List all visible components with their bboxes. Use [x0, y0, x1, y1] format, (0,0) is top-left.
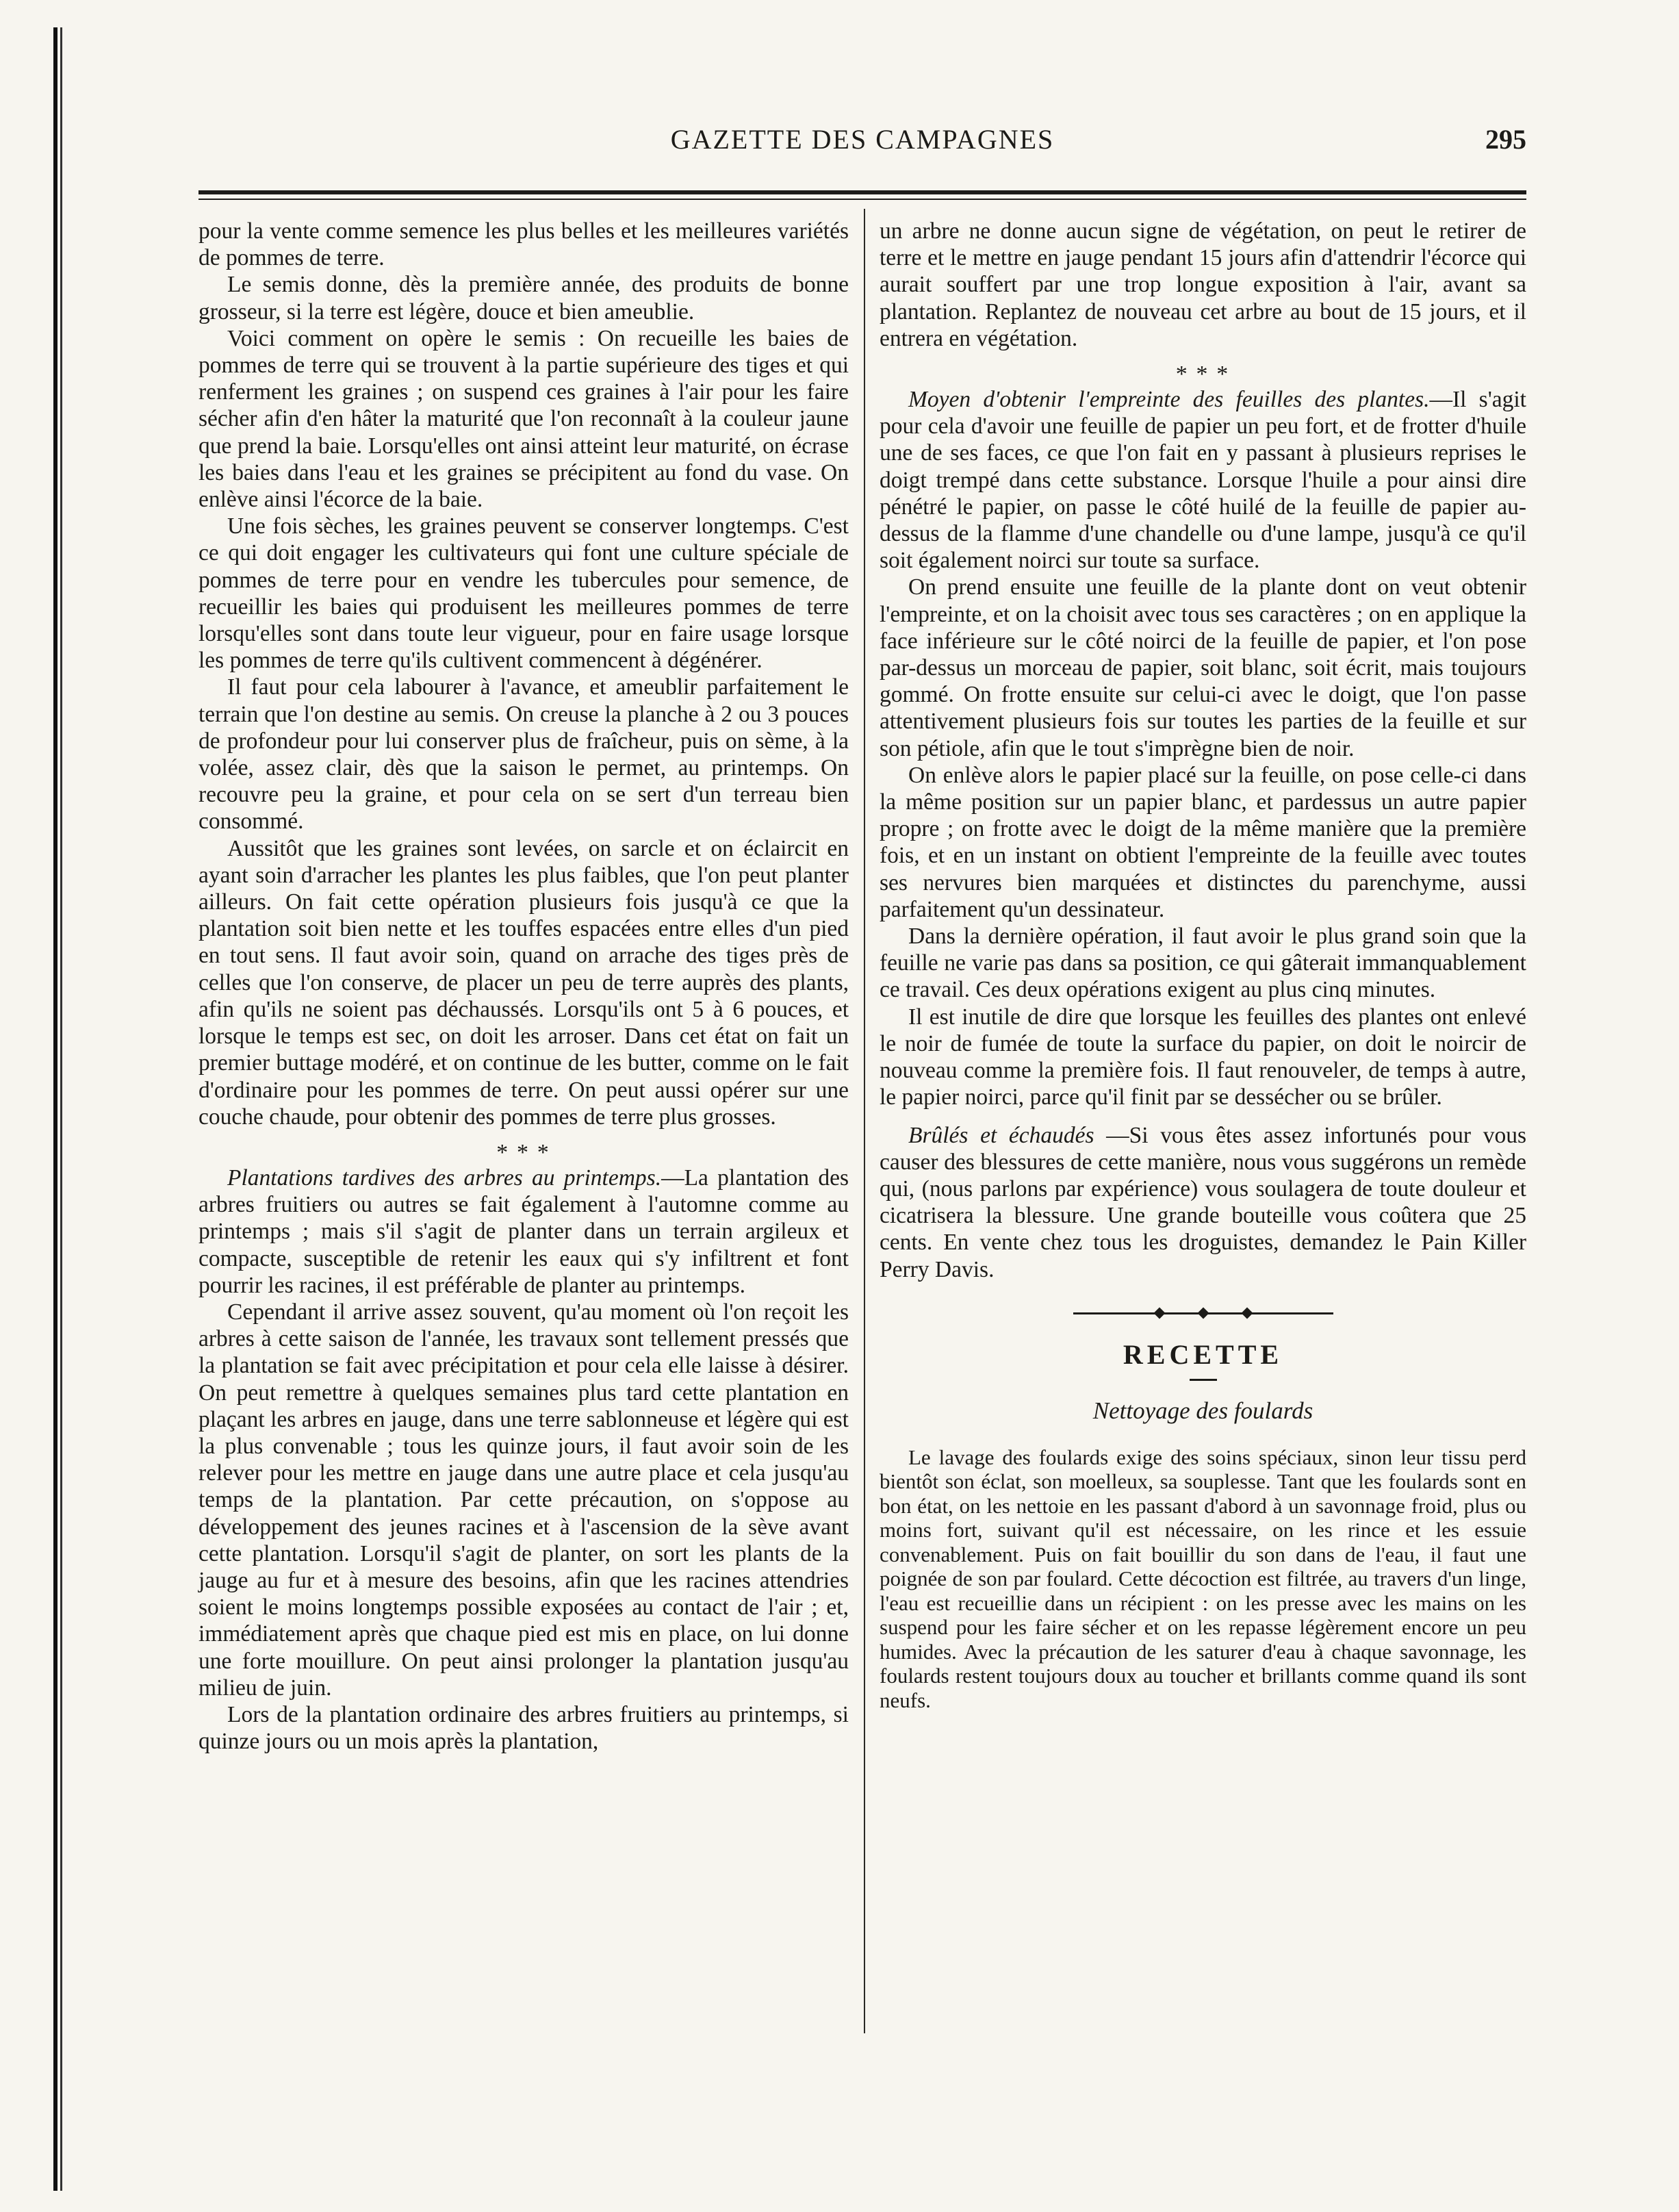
section-body: —Il s'agit pour cela d'avoir une feuille de papier un peu fort, et de frotter d'huile une de ses faces, ce que l'on fait en y passant à plusieurs reprises le doigt trempé dans cette substance. Lorsque l'huile a pour ainsi dire pénétré le papier, on passe le côté huilé de la feuille de papier au-dessus de la flamme d'une chandelle ou d'une lampe, jusqu'à ce qu'il soit également noirci sur toute sa surface.: [880, 387, 1526, 574]
recipe-body: Le lavage des foulards exige des soins spéciaux, sinon leur tissu perd bientôt son éclat, son moelleux, sa souplesse. Tant que les foulards sont en bon état, on les nettoie en les passant d'abord à un savonnage froid, plus ou moins fort, suivant qu'il est nécessaire, on les rince et les essuie convenablement. Puis on fait bouillir du son dans de l'eau, il faut une poignée de son par foulard. Cette décoction est filtrée, au travers d'un linge, l'eau est recueillie dans un récipient : on les presse avec les mains on les suspend pour les faire sécher et on les repasse légèrement encore un peu humides. Avec la précaution de les saturer d'eau à chaque savonnage, les foulards restent toujours doux au toucher et brillants comme quand ils sont neufs.: [880, 1445, 1526, 1712]
paragraph: Lors de la plantation ordinaire des arbres fruitiers au printemps, si quinze jours ou un mois après la plantation,: [198, 1701, 849, 1755]
header-rule-thin: [198, 199, 1526, 200]
recipe-title-dash: [1190, 1379, 1217, 1381]
header-rule-thick: [198, 190, 1526, 194]
recipe-title: RECETTE: [1123, 1338, 1283, 1370]
paragraph: Cependant il arrive assez souvent, qu'au moment où l'on reçoit les arbres à cette saison de l'année, les travaux sont tellement pressés que la plantation se fait avec précipitation et pour cela elle laisse à désirer. On peut remettre à quelques semaines plus tard cette plantation en plaçant les arbres en jauge, dans une terre sablonneuse et légère qui est la plus convenable ; tous les quinze jours, il faut avoir soin de les relever pour les mettre en jauge dans une autre place et cela jusqu'au temps de la plantation. Par cette précaution, on s'oppose au développement des jeunes racines et à l'ascension de la sève avant cette plantation. Lorsqu'il s'agit de planter, on sort les plants de la jauge au fur et à mesure des besoins, afin que les racines attendries soient le moins longtemps possible exposées au contact de l'air ; et, immédiatement après que chaque pied est mis en place, on lui donne une forte mouillure. On peut ainsi prolonger la plantation jusqu'au milieu de juin.: [198, 1299, 849, 1701]
section-paragraph: [880, 1122, 1526, 1283]
recipe-subtitle: Nettoyage des foulards: [1092, 1397, 1313, 1424]
left-column: [198, 218, 849, 1755]
asterism-separator: * * *: [1175, 361, 1231, 387]
paragraph: un arbre ne donne aucun signe de végétation, on peut le retirer de terre et le mettre en jauge pendant 15 jours afin d'attendrir l'écorce qui aurait souffert par une trop longue exposition à l'air, avant sa plantation. Replantez de nouveau cet arbre au bout de 15 jours, et il entrera en végétation.: [880, 218, 1526, 351]
page-header: [198, 123, 1526, 178]
paragraph: Dans la dernière opération, il faut avoir le plus grand soin que la feuille ne varie pas dans sa position, ce qui gâterait immanquablement ce travail. Ces deux opérations exigent au plus cinq minutes.: [880, 924, 1526, 1003]
section-paragraph: [880, 386, 1526, 574]
paragraph: Il faut pour cela labourer à l'avance, et ameublir parfaitement le terrain que l'on destine au semis. On creuse la planche à 2 ou 3 pouces de profondeur pour lui conserver plus de fraîcheur, puis on sème, à la volée, assez clair, dès que la saison le permet, au printemps. On recouvre peu la graine, et pour cela on se sert d'un terreau bien consommé.: [198, 674, 849, 835]
paragraph: Le semis donne, dès la première année, des produits de bonne grosseur, si la terre est légère, douce et bien ameublie.: [198, 272, 849, 325]
paragraph: Il est inutile de dire que lorsque les feuilles des plantes ont enlevé le noir de fumée de toute la surface du papier, on doit le noircir de nouveau comme la première fois. Il faut renouveler, de temps à autre, le papier noirci, parce qu'il finit par se dessécher ou se brûler.: [880, 1004, 1526, 1110]
right-column: [880, 218, 1526, 1712]
ornamental-rule: [1073, 1308, 1333, 1319]
section-paragraph: [198, 1165, 849, 1299]
paragraph: On prend ensuite une feuille de la plante dont on veut obtenir l'empreinte, et on la choisit avec tous ses caractères ; on en applique la face inférieure sur le côté noirci de la feuille de papier, et l'on pose par-dessus un morceau de papier, soit blanc, soit écrit, mais toujours gommé. On frotte ensuite sur celui-ci avec le doigt, que l'on passe attentivement plusieurs fois sur toutes les parties de la feuille et sur son pétiole, afin que le tout s'imprègne bien de noir.: [880, 574, 1526, 761]
page-number: 295: [1485, 124, 1526, 155]
section-body: —Si vous êtes assez infortunés pour vous causer des blessures de cette manière, nous vous suggérons un remède qui, (nous parlons par expérience) vous soulagera de toute douleur et cicatrisera la blessure. Une grande bouteille vous coûtera que 25 cents. En vente chez tous les droguistes, demandez le Pain Killer Perry Davis.: [880, 1122, 1526, 1282]
paragraph: Une fois sèches, les graines peuvent se conserver longtemps. C'est ce qui doit engager les cultivateurs qui font une culture spéciale de pommes de terre pour en vendre les tubercules pour semence, de recueillir les baies qui produisent les meilleures pommes de terre lorsqu'elles sont dans toute leur vigueur, pour en faire usage lorsque les pommes de terre qu'ils cultivent commencent à dégénérer.: [198, 513, 849, 674]
section-title: Moyen d'obtenir l'empreinte des feuilles des plantes.: [908, 387, 1430, 413]
section-title: Plantations tardives des arbres au printemps.: [227, 1165, 662, 1191]
section-body: —La plantation des arbres fruitiers ou autres se fait également à l'automne comme au printemps ; mais s'il s'agit de planter dans un terrain argileux et compacte, susceptible de retenir les eaux qui s'y infiltrent et font pourrir les racines, il est préférable de planter au printemps.: [198, 1165, 849, 1298]
paragraph: Aussitôt que les graines sont levées, on sarcle et on éclaircit en ayant soin d'arracher les plantes les plus faibles, que l'on peut planter ailleurs. On fait cette opération plusieurs fois jusqu'à ce que la plantation soit bien nette et les touffes espacées entre elles d'un pied en tout sens. Il faut avoir soin, quand on arrache des tiges près de celles que l'on conserve, de placer un peu de terre auprès des plants, afin qu'ils ne soient pas déchaussés. Lorsqu'ils ont 5 à 6 pouces, et lorsque le temps est sec, on doit les arroser. Dans cet état on fait un premier buttage modéré, et on continue de les butter, comme on le fait d'ordinaire pour les pommes de terre. On peut aussi opérer sur une couche chaude, pour obtenir des pommes de terre plus grosses.: [198, 835, 849, 1130]
running-title: GAZETTE DES CAMPAGNES: [670, 124, 1055, 155]
column-divider: [864, 209, 865, 2033]
paragraph: Voici comment on opère le semis : On recueille les baies de pommes de terre qui se trouvent à la partie supérieure des tiges et qui renferment les graines ; on suspend ces graines à l'air pour les faire sécher afin d'en hâter la maturité que l'on reconnaît à la couleur jaune que prend la baie. Lorsqu'elles ont ainsi atteint leur maturité, on écrase les baies dans l'eau et les graines se précipitent au fond du vase. On enlève ainsi l'écorce de la baie.: [198, 325, 849, 513]
section-title: Brûlés et échaudés: [908, 1122, 1094, 1148]
page-binding-edge: [53, 27, 66, 2191]
paragraph: On enlève alors le papier placé sur la feuille, on pose celle-ci dans la même position sur un papier blanc, et pardessus un autre papier propre ; on frotte avec le doigt de la même manière que la première fois, et en un instant on obtient l'empreinte de la feuille avec toutes ses nervures bien marquées et distinctes du parenchyme, aussi parfaitement qu'un dessinateur.: [880, 762, 1526, 922]
asterism-separator: * * *: [496, 1139, 551, 1165]
paragraph: pour la vente comme semence les plus belles et les meilleures variétés de pommes de terre.: [198, 218, 849, 271]
